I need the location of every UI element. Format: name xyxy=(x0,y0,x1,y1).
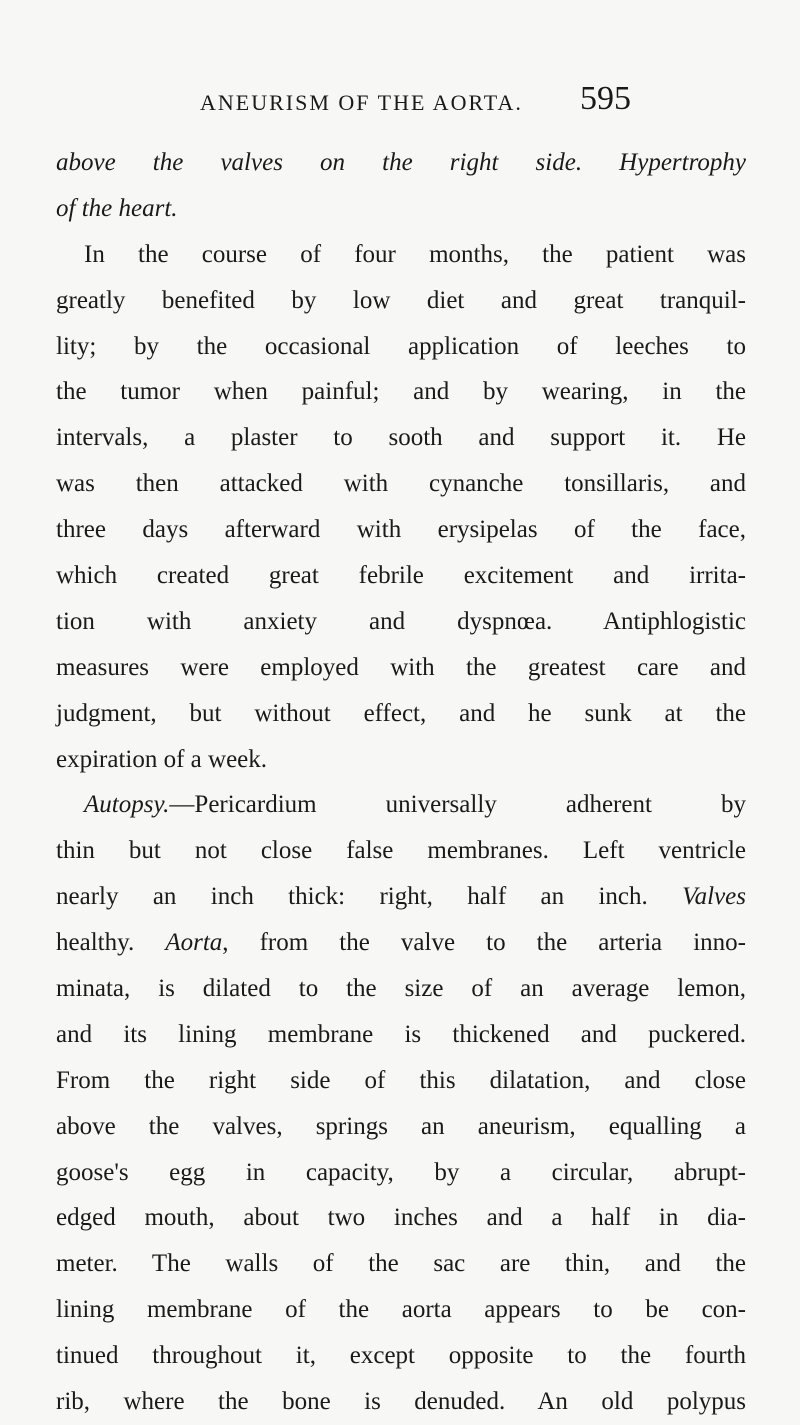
text-line: and its lining membrane is thickened and puckered. xyxy=(56,1020,746,1048)
text-line: greatly benefited by low diet and great tranquil- xyxy=(56,286,746,314)
text-line: lining membrane of the aorta appears to be con- xyxy=(56,1296,746,1324)
paragraph-start-line: In the course of four months, the patient was xyxy=(84,240,746,268)
text-line: the tumor when painful; and by wearing, in the xyxy=(56,378,746,406)
page-number: 595 xyxy=(580,80,631,117)
text-line: edged mouth, about two inches and a half in dia- xyxy=(56,1204,746,1232)
text-line: thin but not close false membranes. Left ventricle xyxy=(56,837,746,865)
text-line: minata, is dilated to the size of an average lemon, xyxy=(56,975,746,1003)
text-line: tinued throughout it, except opposite to the fourth xyxy=(56,1342,746,1370)
text-line: measures were employed with the greatest care and xyxy=(56,653,746,681)
text-line: above the valves, springs an aneurism, equalling a xyxy=(56,1112,746,1140)
paragraph-start-line: Autopsy.—Pericardium universally adherent by xyxy=(84,791,746,819)
page-header xyxy=(0,80,800,130)
text-line: above the valves on the right side. Hypertrophy xyxy=(56,149,746,176)
text-line: three days afterward with erysipelas of the face, xyxy=(56,516,746,544)
text-line: From the right side of this dilatation, and close xyxy=(56,1066,746,1094)
running-head: ANEURISM OF THE AORTA. xyxy=(200,90,523,115)
text-line: meter. The walls of the sac are thin, and the xyxy=(56,1250,746,1278)
text-line: of the heart. xyxy=(56,194,178,222)
italic-term-aorta: Aorta xyxy=(165,929,223,957)
text-line: lity; by the occasional application of leeches to xyxy=(56,332,746,360)
text-line: which created great febrile excitement and irrita- xyxy=(56,562,746,590)
text-line: expiration of a week. xyxy=(56,745,268,773)
text-line: nearly an inch thick: right, half an inch. Valves xyxy=(56,883,746,911)
text-line: was then attacked with cynanche tonsillaris, and xyxy=(56,470,746,498)
text-line: healthy. Aorta, from the valve to the arteria inno- xyxy=(56,929,746,957)
italic-term-valves: Valves xyxy=(682,883,746,911)
text-line: tion with anxiety and dyspnœa. Antiphlogistic xyxy=(56,607,746,635)
text-line: intervals, a plaster to sooth and support it. He xyxy=(56,424,746,452)
body-text xyxy=(56,140,746,1425)
section-label-autopsy: Autopsy. xyxy=(84,791,170,819)
text-line: rib, where the bone is denuded. An old polypus xyxy=(56,1388,746,1416)
text-line: judgment, but without effect, and he sunk at the xyxy=(56,699,746,727)
text-line: goose's egg in capacity, by a circular, abrupt- xyxy=(56,1158,746,1186)
